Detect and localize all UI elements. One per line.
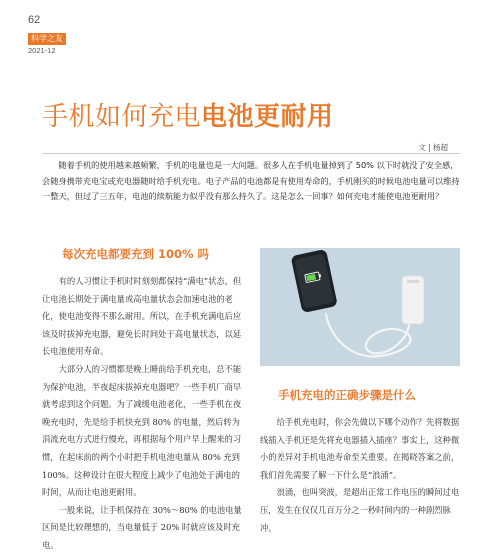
title-divider [42,153,460,154]
issue-date: 2021-12 [28,46,56,55]
column-tag: 科学之友 [28,33,66,45]
page-number: 62 [28,14,41,26]
body-paragraph: 给手机充电时，你会先做以下哪个动作？先将数据线插入手机还是先将充电器插入插座？事实上，这种微小的差异对手机电池寿命至关重要。在揭晓答案之前，我们首先需要了解一下什么是“浪涌”。 [260,417,460,480]
title-bold: 电池更耐用 [201,102,334,132]
article-title [42,96,334,133]
page-header [28,14,66,55]
author-byline: 文 | 杨超 [418,143,448,152]
body-paragraph: 一般来说，让手机保持在 30%～80% 的电池电量区间是比较理想的，当电量低于 20% 时就应该及时充电。 [42,504,242,550]
section-heading-full-charge: 每次充电都要充到 100% 吗 [62,247,210,261]
phone-charging-illustration [260,248,460,366]
phone-with-power-bank-image [260,248,460,366]
section-body-charging-steps [260,414,460,537]
body-paragraph: 浪涌，也叫突波，是超出正常工作电压的瞬间过电压，发生在仅仅几百万分之一秒时间内的一种剧烈脉冲。 [260,487,460,533]
body-paragraph: 有的人习惯让手机时时刻刻都保持“满电”状态，但让电池长期处于满电量或高电量状态会加速电池的老化，使电池变得不那么耐用。所以，在手机充满电后应该及时拔掉充电器，避免长时间处于高电量状态，以延长电池使用寿命。 [42,276,242,357]
section-heading-charging-steps: 手机充电的正确步骤是什么 [278,388,416,402]
body-paragraph: 大部分人的习惯都是晚上睡前给手机充电，总不能为保护电池，半夜起床拔掉充电器吧？一些手机厂商早就考虑到这个问题。为了减缓电池老化，一些手机在夜晚充电时，先是给手机快充到 80% 的电量，然后转为涓流充电方式进行慢充，再根据每个用户早上醒来的习惯，在起床前的两个小时把手机电池电量从 80% 充到 100%。这种设计在很大程度上减少了电池处于满电的时间，从而让电池更耐用。 [42,363,242,498]
title-regular: 手机如何充电 [42,102,202,132]
intro-paragraph: 随着手机的使用越来越频繁，手机的电量也是一大问题。很多人在手机电量掉到了 50% 以下时就没了安全感，会随身携带充电宝或充电器随时给手机充电。电子产品的电池都是有使用寿命的，手机刚买的时候电池电量可以维持一整天，但过了三五年，电池的续航能力似乎没有那么持久了。这是怎么一回事？如何充电才能使电池更耐用？ [42,160,460,201]
section-body-full-charge [42,273,242,555]
